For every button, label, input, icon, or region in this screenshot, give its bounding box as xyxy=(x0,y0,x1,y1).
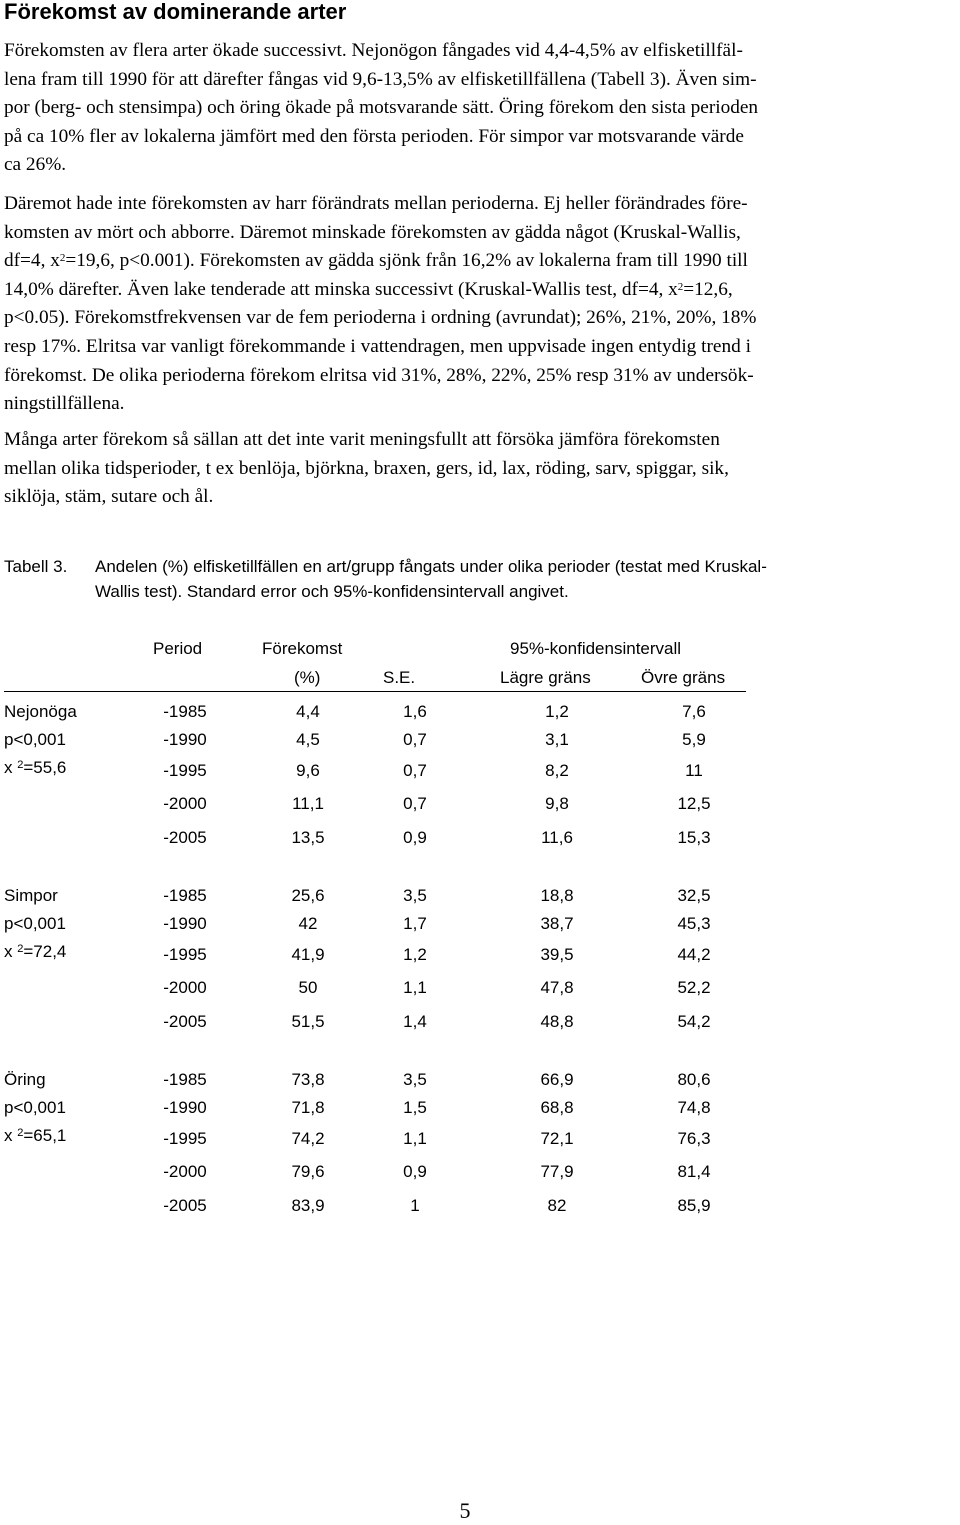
text-line: por (berg- och stensimpa) och öring ökade på motsvarande sätt. Öring förekom den sista perioden xyxy=(4,97,759,119)
species-name: Simpor xyxy=(4,886,58,905)
period-cell: -2005 xyxy=(163,828,207,847)
period-cell: -1985 xyxy=(163,1070,207,1089)
forekomst-cell: 73,8 xyxy=(291,1070,325,1089)
lower-cell: 1,2 xyxy=(545,702,569,721)
upper-cell: 80,6 xyxy=(677,1070,711,1089)
text-line: Många arter förekom så sällan att det inte varit meningsfullt att försöka jämföra förekomsten xyxy=(4,429,720,450)
caption-line: Andelen (%) elfisketillfällen en art/grupp fångats under olika perioder (testat med Kruskal- xyxy=(95,557,767,576)
chi-square-value: x $^2$=55,6 xyxy=(4,758,67,777)
lower-cell: 48,8 xyxy=(540,1012,574,1031)
text-line: p<0.05). Förekomstfrekvensen var de fem perioderna i ordning (avrundat); 26%, 21%, 20%, 18% xyxy=(4,307,757,329)
upper-cell: 12,5 xyxy=(677,794,711,813)
upper-cell: 85,9 xyxy=(677,1196,711,1215)
paragraph-3 xyxy=(4,426,956,512)
chi-square-value: x $^2$=72,4 xyxy=(4,942,67,961)
header-rule xyxy=(4,691,746,692)
se-cell: 1,5 xyxy=(403,1098,427,1117)
period-cell: -1990 xyxy=(163,730,207,749)
upper-cell: 54,2 xyxy=(677,1012,711,1031)
lower-cell: 3,1 xyxy=(545,730,569,749)
p-value: p<0,001 xyxy=(4,730,66,749)
forekomst-cell: 25,6 xyxy=(291,886,325,905)
se-cell: 1,6 xyxy=(403,702,427,721)
forekomst-cell: 51,5 xyxy=(291,1012,325,1031)
se-cell: 3,5 xyxy=(403,1070,427,1089)
upper-cell: 52,2 xyxy=(677,978,711,997)
lower-cell: 47,8 xyxy=(540,978,574,997)
forekomst-cell: 50 xyxy=(298,978,318,997)
header-se: S.E. xyxy=(383,668,416,687)
upper-cell: 5,9 xyxy=(682,730,706,749)
caption-line: Wallis test). Standard error och 95%-konfidensintervall angivet. xyxy=(95,581,569,601)
header-pct: (%) xyxy=(294,668,321,687)
forekomst-cell: 4,5 xyxy=(296,730,320,749)
upper-cell: 76,3 xyxy=(677,1129,711,1148)
superscript: 2 xyxy=(17,759,24,771)
se-cell: 0,7 xyxy=(403,730,427,749)
text-line: 14,0% därefter. Även lake tenderade att minska successivt (Kruskal-Wallis test, df=4, $x^2=12,6$, xyxy=(4,278,733,300)
se-cell: 1,1 xyxy=(403,1129,427,1148)
text-line: ca 26%. xyxy=(4,154,67,176)
header-upper: Övre gräns xyxy=(641,668,726,687)
lower-cell: 18,8 xyxy=(540,886,574,905)
forekomst-cell: 79,6 xyxy=(291,1162,325,1181)
text-line: förekomst. De olika perioderna förekom elritsa vid 31%, 28%, 22%, 25% resp 31% av undersök- xyxy=(4,364,754,386)
upper-cell: 11 xyxy=(685,761,703,780)
text-line: komsten av mört och abborre. Däremot minskade förekomsten av gädda något (Kruskal-Wallis, xyxy=(4,221,741,243)
text-line: mellan olika tidsperioder, t ex benlöja, björkna, braxen, gers, id, lax, röding, sarv, spiggar, sik, xyxy=(4,457,729,479)
text-line: df=4, $x^2=19,6$, p<0.001). Förekomsten av gädda sjönk från 16,2% av lokalerna fram till 1990 till xyxy=(4,250,748,272)
upper-cell: 74,8 xyxy=(677,1098,711,1117)
header-forekomst: Förekomst xyxy=(262,639,343,658)
text-line: Däremot hade inte förekomsten av harr förändrats mellan perioderna. Ej heller förändrades före- xyxy=(4,193,748,214)
species-name: Öring xyxy=(4,1070,46,1089)
superscript: 2 xyxy=(17,1127,24,1139)
se-cell: 1,1 xyxy=(403,978,427,997)
period-cell: -1995 xyxy=(163,945,207,964)
lower-cell: 66,9 xyxy=(540,1070,574,1089)
forekomst-cell: 9,6 xyxy=(296,761,320,780)
lower-cell: 68,8 xyxy=(540,1098,574,1117)
p-value: p<0,001 xyxy=(4,1098,66,1117)
forekomst-cell: 4,4 xyxy=(296,702,320,721)
superscript: 2 xyxy=(17,943,24,955)
text-line: resp 17%. Elritsa var vanligt förekommande i vattendragen, men uppvisade ingen entydig trend i xyxy=(4,335,751,357)
paragraph-2 xyxy=(4,190,956,419)
lower-cell: 72,1 xyxy=(540,1129,574,1148)
upper-cell: 81,4 xyxy=(677,1162,711,1181)
header-ci: 95%-konfidensintervall xyxy=(510,639,682,658)
text-line: Förekomsten av flera arter ökade successivt. Nejonögon fångades vid 4,4-4,5% av elfisketillfäl- xyxy=(4,40,743,61)
period-cell: -1985 xyxy=(163,886,207,905)
species-name: Nejonöga xyxy=(4,702,77,721)
forekomst-cell: 71,8 xyxy=(291,1098,325,1117)
section-heading: Förekomst av dominerande arter xyxy=(4,0,347,24)
period-cell: -2000 xyxy=(163,1162,207,1181)
superscript: 2 xyxy=(677,280,684,293)
caption-label: Tabell 3. xyxy=(4,557,68,576)
se-cell: 0,7 xyxy=(403,761,427,780)
period-cell: -1985 xyxy=(163,702,207,721)
period-cell: -1995 xyxy=(163,1129,207,1148)
se-cell: 0,7 xyxy=(403,794,427,813)
forekomst-cell: 11,1 xyxy=(292,794,324,813)
lower-cell: 39,5 xyxy=(540,945,574,964)
forekomst-cell: 83,9 xyxy=(291,1196,325,1215)
forekomst-cell: 41,9 xyxy=(291,945,325,964)
se-cell: 1,4 xyxy=(403,1012,427,1031)
se-cell: 1 xyxy=(410,1196,420,1215)
header-period: Period xyxy=(153,639,203,658)
lower-cell: 77,9 xyxy=(540,1162,574,1181)
period-cell: -2000 xyxy=(163,794,207,813)
se-cell: 1,2 xyxy=(403,945,427,964)
period-cell: -2000 xyxy=(163,978,207,997)
text-line: ningstillfällena. xyxy=(4,393,125,415)
text-line: siklöja, stäm, sutare och ål. xyxy=(4,486,214,508)
paragraph-1 xyxy=(4,37,956,180)
period-cell: -1995 xyxy=(163,761,207,780)
se-cell: 0,9 xyxy=(403,1162,427,1181)
forekomst-cell: 42 xyxy=(298,914,318,933)
se-cell: 3,5 xyxy=(403,886,427,905)
se-cell: 0,9 xyxy=(403,828,427,847)
superscript: 2 xyxy=(59,252,66,265)
forekomst-cell: 13,5 xyxy=(291,828,325,847)
chi-square-value: x $^2$=65,1 xyxy=(4,1126,67,1145)
lower-cell: 8,2 xyxy=(545,761,569,780)
header-lower: Lägre gräns xyxy=(500,668,591,687)
lower-cell: 38,7 xyxy=(540,914,574,933)
lower-cell: 82 xyxy=(547,1196,567,1215)
caption-text xyxy=(95,555,945,604)
period-cell: -1990 xyxy=(163,914,207,933)
p-value: p<0,001 xyxy=(4,914,66,933)
lower-cell: 9,8 xyxy=(545,794,569,813)
upper-cell: 32,5 xyxy=(677,886,711,905)
page-number: 5 xyxy=(459,1498,471,1523)
se-cell: 1,7 xyxy=(403,914,427,933)
text-line: på ca 10% fler av lokalerna jämfört med den första perioden. För simpor var motsvarande värde xyxy=(4,125,744,147)
upper-cell: 45,3 xyxy=(677,914,711,933)
upper-cell: 44,2 xyxy=(677,945,711,964)
text-line: lena fram till 1990 för att därefter fångas vid 9,6-13,5% av elfisketillfällena (Tabell 3). Även sim- xyxy=(4,68,757,90)
period-cell: -2005 xyxy=(163,1012,207,1031)
period-cell: -2005 xyxy=(163,1196,207,1215)
upper-cell: 15,3 xyxy=(677,828,711,847)
upper-cell: 7,6 xyxy=(682,702,706,721)
forekomst-cell: 74,2 xyxy=(291,1129,325,1148)
period-cell: -1990 xyxy=(163,1098,207,1117)
lower-cell: 11,6 xyxy=(541,828,573,847)
